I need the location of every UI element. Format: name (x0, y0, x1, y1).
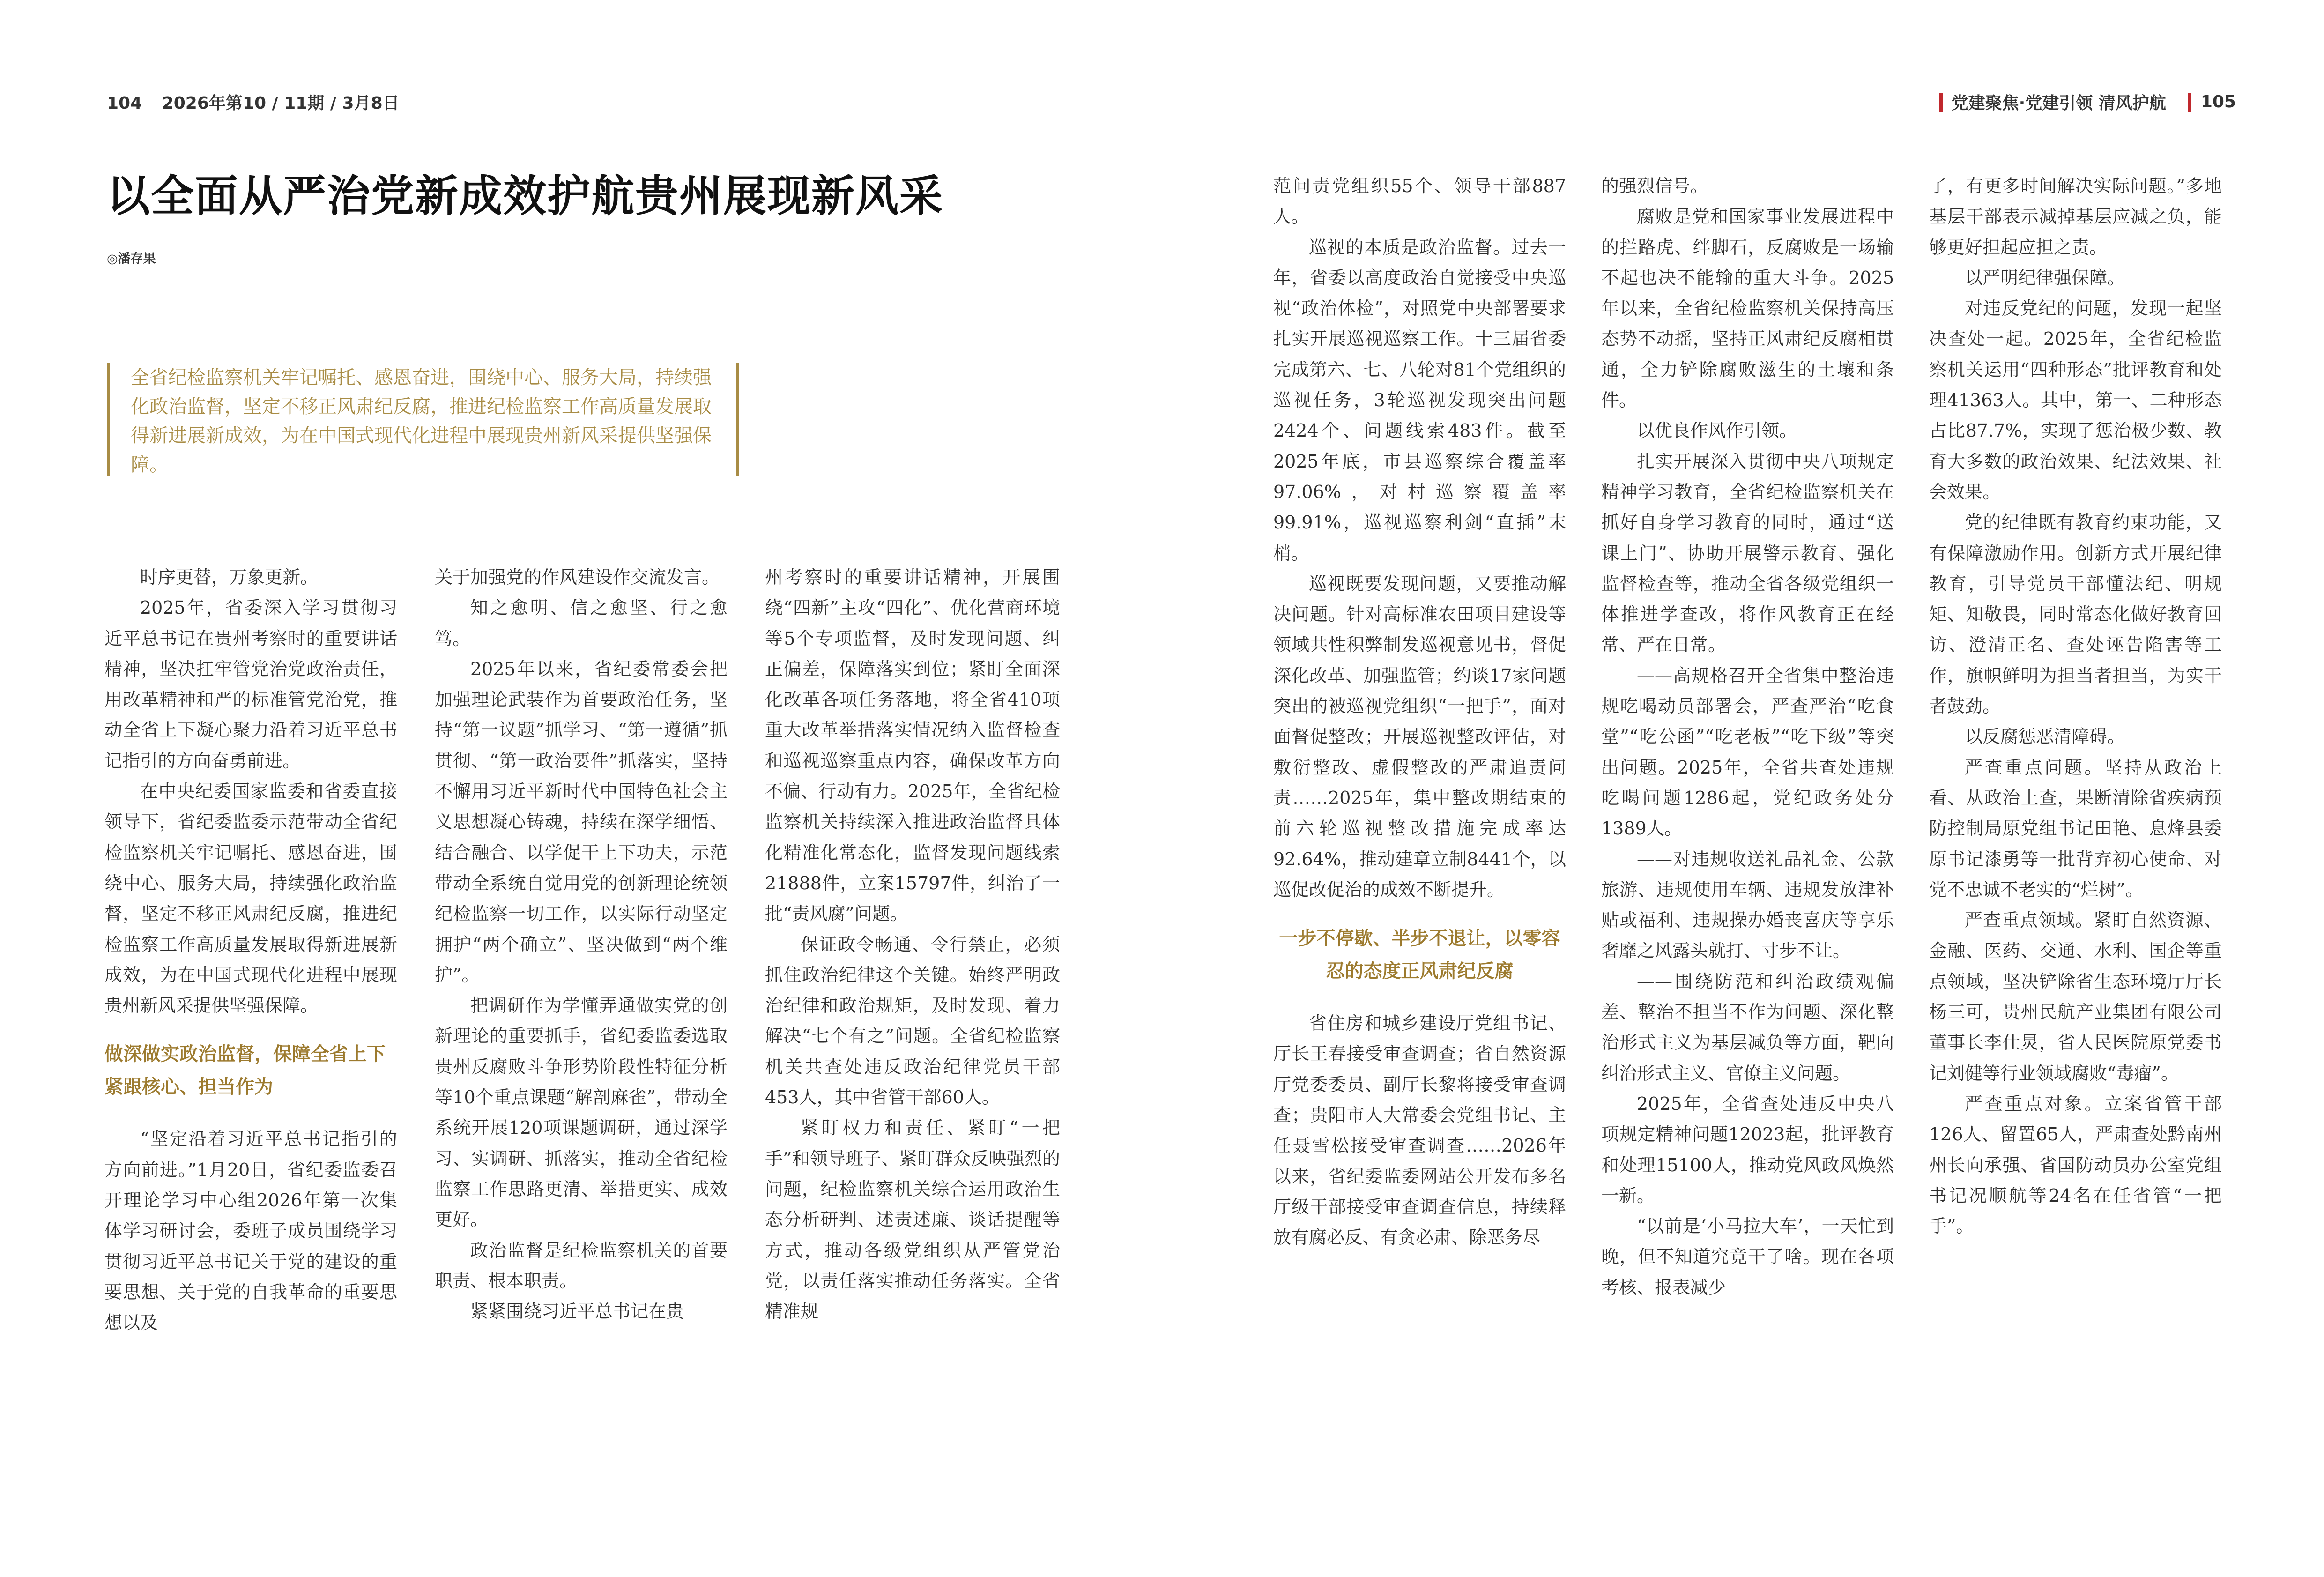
paragraph: ——高规格召开全省集中整治违规吃喝动员部署会，严查严治“吃食堂”“吃公函”“吃老板”“吃下级”等突出问题。2025年，全省共查处违规吃喝问题1286起，党纪政务处分1389人。 (1601, 665, 1894, 839)
paragraph: 政治监督是纪检监察机关的首要职责、根本职责。 (435, 1240, 728, 1291)
paragraph: 扎实开展深入贯彻中央八项规定精神学习教育，全省纪检监察机关在抓好自身学习教育的同时，通过“送课上门”、协助开展警示教育、强化监督检查等，推动全省各级党组织一体推进学查改，将作风教育正在经常、严在日常。 (1601, 451, 1894, 655)
paragraph: 紧盯权力和责任、紧盯“一把手”和领导班子、紧盯群众反映强烈的问题，纪检监察机关综合运用政治生态分析研判、述责述廉、谈话提醒等方式，推动各级党组织从严管党治党，以责任落实推动任务落实。全省精准规 (765, 1117, 1060, 1322)
paragraph: 严查重点领域。紧盯自然资源、金融、医药、交通、水利、国企等重点领域，坚决铲除省生态环境厅厅长杨三可，贵州民航产业集团有限公司董事长李仕炅，省人民医院原党委书记刘健等行业领域腐败“毒瘤”。 (1929, 910, 2222, 1084)
text-column-3 (765, 562, 1060, 1327)
paragraph: 关于加强党的作风建设作交流发言。 (435, 567, 720, 588)
author-byline: ◎潘存果 (107, 252, 156, 266)
paragraph: 以反腐惩恶清障碍。 (1965, 726, 2125, 747)
text-column-4 (1273, 171, 1566, 1253)
article-title: 以全面从严治党新成效护航贵州展现新风采 (107, 171, 944, 221)
paragraph: 2025年，全省查处违反中央八项规定精神问题12023起，批评教育和处理15100人，推动党风政风焕然一新。 (1601, 1093, 1894, 1206)
paragraph: 把调研作为学懂弄通做实党的创新理论的重要抓手，省纪委监委选取贵州反腐败斗争形势阶段性特征分析等10个重点课题“解剖麻雀”，带动全系统开展120项课题调研，通过深学习、实调研、抓落实，推动全省纪检监察工作思路更清、举措更实、成效更好。 (435, 995, 728, 1230)
section-marker (1939, 93, 1943, 112)
paragraph: 巡视的本质是政治监督。过去一年，省委以高度政治自觉接受中央巡视“政治体检”，对照党中央部署要求扎实开展巡视巡察工作。十三届省委完成第六、七、八轮对81个党组织的巡视任务，3轮巡视发现突出问题2424个、问题线索483件。截至2025年底，市县巡察综合覆盖率97.06%，对村巡察覆盖率99.91%，巡视巡察利剑“直插”末梢。 (1273, 237, 1566, 564)
paragraph: 巡视既要发现问题，又要推动解决问题。针对高标准农田项目建设等领域共性积弊制发巡视意见书，督促深化改革、加强监管；约谈17家问题突出的被巡视党组织“一把手”，面对面督促整改；开展巡视整改评估，对敷衍整改、虚假整改的严肃追责问责……2025年，集中整改期结束的前六轮巡视整改措施完成率达92.64%，推动建章立制8441个，以巡促改促治的成效不断提升。 (1273, 573, 1566, 900)
paragraph: 省住房和城乡建设厅党组书记、厅长王春接受审查调查；省自然资源厅党委委员、副厅长黎将接受审查调查；贵阳市人大常委会党组书记、主任聂雪松接受审查调查……2026年以来，省纪委监委网站公开发布多名厅级干部接受审查调查信息，持续释放有腐必反、有贪必肃、除恶务尽 (1273, 1013, 1566, 1248)
paragraph: 的强烈信号。 (1601, 176, 1708, 196)
page-header-right (1931, 90, 2236, 114)
page-number-right: 105 (2200, 92, 2236, 112)
paragraph: 范问责党组织55个、领导干部887人。 (1273, 176, 1566, 227)
section-marker (2188, 93, 2191, 112)
paragraph: 紧紧围绕习近平总书记在贵 (470, 1301, 684, 1322)
text-column-5 (1601, 171, 1894, 1303)
paragraph: ——对违规收送礼品礼金、公款旅游、违规使用车辆、违规发放津补贴或福利、违规操办婚丧喜庆等享乐奢靡之风露头就打、寸步不让。 (1601, 848, 1894, 961)
section-heading: 一步不停歇、半步不退让，以零容忍的态度正风肃纪反腐 (1279, 928, 1560, 982)
page-number-left: 104 (107, 94, 142, 113)
paragraph: 2025年以来，省纪委常委会把加强理论武装作为首要政治任务，坚持“第一议题”抓学习、“第一遵循”抓贯彻、“第一政治要件”抓落实，坚持不懈用习近平新时代中国特色社会主义思想凝心铸魂，持续在深学细悟、结合融合、以学促干上下功夫，示范带动全系统自觉用党的创新理论统领纪检监察一切工作，以实际行动坚定拥护“两个确立”、坚决做到“两个维护”。 (435, 658, 728, 985)
paragraph: 以严明纪律强保障。 (1965, 267, 2125, 288)
paragraph: “坚定沿着习近平总书记指引的方向前进。”1月20日，省纪委监委召开理论学习中心组2026年第一次集体学习研讨会，委班子成员围绕学习贯彻习近平总书记关于党的建设的重要思想、关于党的自我革命的重要思想以及 (104, 1129, 397, 1333)
issue-info: 2026年第10 / 11期 / 3月8日 (162, 94, 400, 113)
paragraph: 在中央纪委国家监委和省委直接领导下，省纪委监委示范带动全省纪检监察机关牢记嘱托、感恩奋进，围绕中心、服务大局，持续强化政治监督，坚定不移正风肃纪反腐，推进纪检监察工作高质量发展取得新进展新成效，为在中国式现代化进程中展现贵州新风采提供坚强保障。 (104, 781, 397, 1016)
paragraph: 党的纪律既有教育约束功能，又有保障激励作用。创新方式开展纪律教育，引导党员干部懂法纪、明规矩、知敬畏，同时常态化做好教育回访、澄清正名、查处诬告陷害等工作，旗帜鲜明为担当者担当，为实干者鼓劲。 (1929, 512, 2222, 717)
paragraph: 腐败是党和国家事业发展进程中的拦路虎、绊脚石，反腐败是一场输不起也决不能输的重大斗争。2025年以来，全省纪检监察机关保持高压态势不动摇，坚持正风肃纪反腐相贯通，全力铲除腐败滋生的土壤和条件。 (1601, 206, 1894, 411)
paragraph: 对违反党纪的问题，发现一起坚决查处一起。2025年，全省纪检监察机关运用“四种形态”批评教育和处理41363人。其中，第一、二种形态占比87.7%，实现了惩治极少数、教育大多数的政治效果、纪法效果、社会效果。 (1929, 298, 2222, 502)
text-column-6 (1929, 171, 2222, 1242)
paragraph: 知之愈明、信之愈坚、行之愈笃。 (435, 597, 728, 649)
page-header-left (107, 90, 400, 114)
text-column-2 (435, 562, 728, 1327)
section-label: 党建聚焦·党建引领 清风护航 (1951, 94, 2166, 113)
section-heading: 做深做实政治监督，保障全省上下紧跟核心、担当作为 (104, 1043, 386, 1098)
paragraph: 保证政令畅通、令行禁止，必须抓住政治纪律这个关键。始终严明政治纪律和政治规矩，及时发现、着力解决“七个有之”问题。全省纪检监察机关共查处违反政治纪律党员干部453人，其中省管干部60人。 (765, 934, 1060, 1108)
paragraph: 2025年，省委深入学习贯彻习近平总书记在贵州考察时的重要讲话精神，坚决扛牢管党治党政治责任，用改革精神和严的标准管党治党，推动全省上下凝心聚力沿着习近平总书记指引的方向奋勇前进。 (104, 597, 397, 771)
paragraph: ——围绕防范和纠治政绩观偏差、整治不担当不作为问题、深化整治形式主义为基层减负等方面，靶向纠治形式主义、官僚主义问题。 (1601, 971, 1894, 1084)
paragraph: 严查重点问题。坚持从政治上看、从政治上查，果断清除省疾病预防控制局原党组书记田艳、息烽县委原书记漆勇等一批背弃初心使命、对党不忠诚不老实的“烂树”。 (1929, 757, 2222, 900)
paragraph: 时序更替，万象更新。 (140, 567, 319, 588)
article-summary: 全省纪检监察机关牢记嘱托、感恩奋进，围绕中心、服务大局，持续强化政治监督，坚定不移正风肃纪反腐，推进纪检监察工作高质量发展取得新进展新成效，为在中国式现代化进程中展现贵州新风采提供坚强保障。 (107, 363, 739, 476)
paragraph: “以前是‘小马拉大车’，一天忙到晚，但不知道究竟干了啥。现在各项考核、报表减少 (1601, 1216, 1894, 1298)
paragraph: 州考察时的重要讲话精神，开展围绕“四新”主攻“四化”、优化营商环境等5个专项监督，及时发现问题、纠正偏差，保障落实到位；紧盯全面深化改革各项任务落地，将全省410项重大改革举措落实情况纳入监督检查和巡视巡察重点内容，确保改革方向不偏、行动有力。2025年，全省纪检监察机关持续深入推进政治监督具体化精准化常态化，监督发现问题线索21888件，立案15797件，纠治了一批“责风腐”问题。 (765, 567, 1060, 924)
paragraph: 严查重点对象。立案省管干部126人、留置65人，严肃查处黔南州州长向承强、省国防动员办公室党组书记况顺航等24名在任省管“一把手”。 (1929, 1093, 2222, 1237)
paragraph: 以优良作风作引领。 (1637, 420, 1797, 441)
paragraph: 了，有更多时间解决实际问题。”多地基层干部表示减掉基层应减之负，能够更好担起应担之责。 (1929, 176, 2222, 258)
text-column-1 (104, 562, 397, 1339)
